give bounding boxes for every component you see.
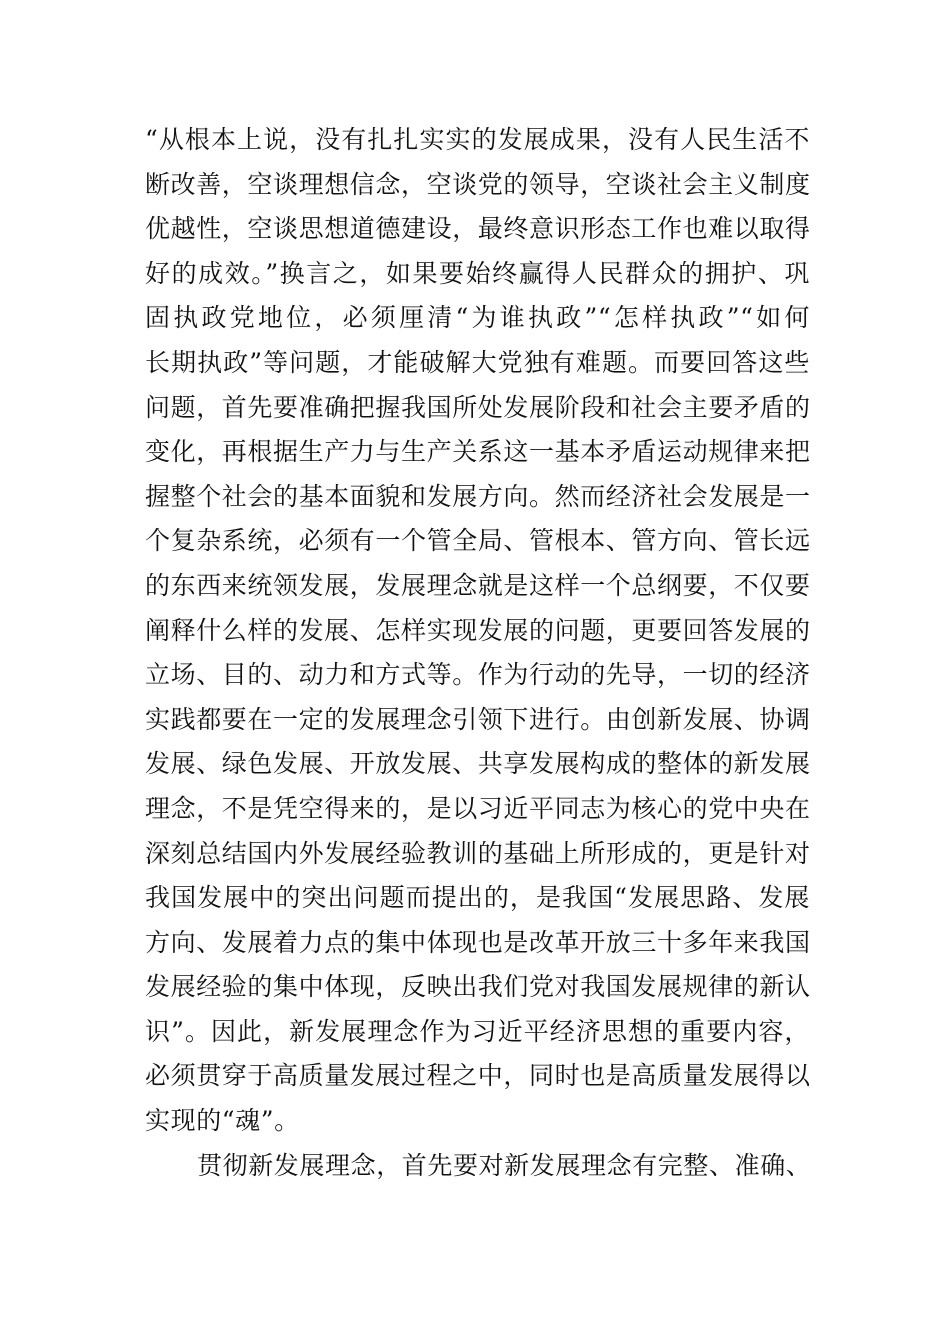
text-line: 好的成效。”换言之，如果要始终赢得人民群众的拥护、巩 xyxy=(145,258,810,288)
text-line: 必须贯穿于高质量发展过程之中，同时也是高质量发展得以 xyxy=(145,1061,811,1091)
text-line: “从根本上说，没有扎扎实实的发展成果，没有人民生活不 xyxy=(145,125,810,154)
text-line: 深刻总结国内外发展经验教训的基础上所形成的，更是针对 xyxy=(145,838,811,868)
text-line: 实践都要在一定的发展理念引领下进行。由创新发展、协调 xyxy=(145,704,811,734)
text-line: 立场、目的、动力和方式等。作为行动的先导，一切的经济 xyxy=(145,660,811,690)
text-line: 方向、发展着力点的集中体现也是改革开放三十多年来我国 xyxy=(145,927,811,957)
text-line: 识”。因此，新发展理念作为习近平经济思想的重要内容， xyxy=(145,1016,810,1046)
text-line: 理念，不是凭空得来的，是以习近平同志为核心的党中央在 xyxy=(145,793,811,823)
text-line: 发展、绿色发展、开放发展、共享发展构成的整体的新发展 xyxy=(145,749,811,779)
text-line: 握整个社会的基本面貌和发展方向。然而经济社会发展是一 xyxy=(145,481,811,511)
text-line: 断改善，空谈理想信念，空谈党的领导，空谈社会主义制度 xyxy=(145,169,811,199)
text-line: 贯彻新发展理念，首先要对新发展理念有完整、准确、 xyxy=(197,1150,812,1180)
text-line: 阐释什么样的发展、怎样实现发展的问题，更要回答发展的 xyxy=(145,615,811,645)
text-line: 我国发展中的突出问题而提出的，是我国“发展思路、发展 xyxy=(145,883,810,913)
body-text xyxy=(145,118,810,1188)
text-line: 固执政党地位，必须厘清“为谁执政”“怎样执政”“如何 xyxy=(145,303,810,333)
text-line: 实现的“魂”。 xyxy=(145,1106,300,1136)
text-line: 发展经验的集中体现，反映出我们党对我国发展规律的新认 xyxy=(145,972,811,1002)
text-line: 个复杂系统，必须有一个管全局、管根本、管方向、管长远 xyxy=(145,526,811,556)
text-line: 变化，再根据生产力与生产关系这一基本矛盾运动规律来把 xyxy=(145,437,811,467)
text-line: 的东西来统领发展，发展理念就是这样一个总纲要，不仅要 xyxy=(145,570,811,600)
text-line: 长期执政”等问题，才能破解大党独有难题。而要回答这些 xyxy=(145,347,810,377)
text-line: 问题，首先要准确把握我国所处发展阶段和社会主要矛盾的 xyxy=(145,392,811,422)
paragraph-2 xyxy=(145,1144,810,1189)
text-line: 优越性，空谈思想道德建设，最终意识形态工作也难以取得 xyxy=(145,214,811,244)
paragraph-1 xyxy=(145,118,810,1144)
